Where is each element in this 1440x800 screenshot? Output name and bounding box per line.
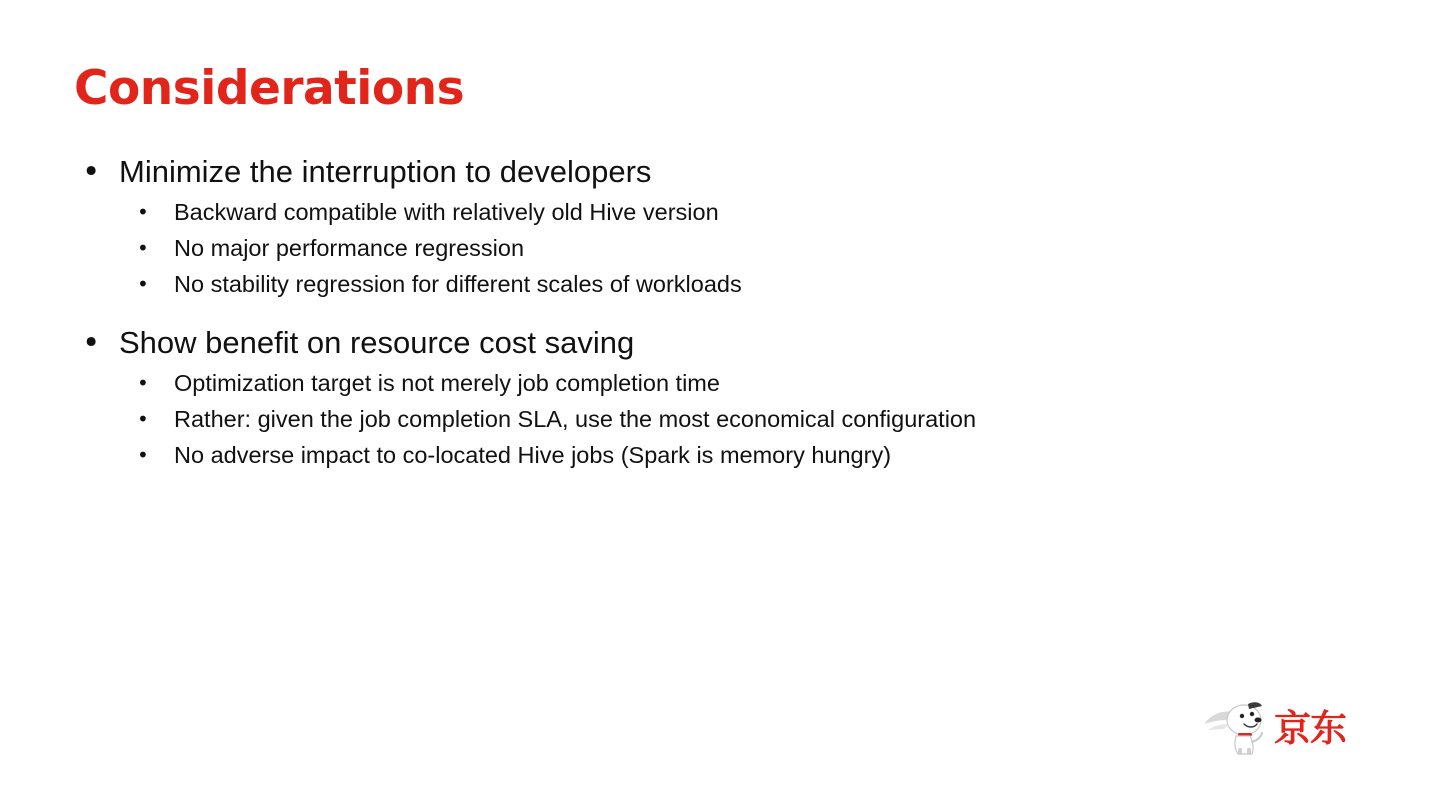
bullet-item-minimize-interruption bbox=[82, 150, 976, 302]
bullet-text: Minimize the interruption to developers bbox=[119, 154, 652, 189]
sub-bullet-text: No stability regression for different scales of workloads bbox=[174, 271, 742, 297]
sub-bullet-item bbox=[119, 365, 976, 401]
sub-bullet-list bbox=[119, 194, 976, 302]
bullet-list bbox=[82, 150, 976, 473]
sub-bullet-text: Backward compatible with relatively old Hive version bbox=[174, 199, 719, 225]
bullet-dot: • bbox=[137, 236, 149, 260]
slide-title: Considerations bbox=[74, 61, 465, 116]
bullet-dot: • bbox=[82, 325, 101, 361]
bullet-dot: • bbox=[137, 272, 149, 296]
sub-bullet-text: No adverse impact to co-located Hive jobs (Spark is memory hungry) bbox=[174, 442, 892, 468]
bullet-dot: • bbox=[137, 200, 149, 224]
bullet-dot: • bbox=[137, 443, 149, 467]
sub-bullet-item bbox=[119, 437, 976, 473]
sub-bullet-text: No major performance regression bbox=[174, 235, 525, 261]
sub-bullet-text: Rather: given the job completion SLA, use the most economical configuration bbox=[174, 406, 977, 432]
jd-logo bbox=[1202, 700, 1372, 758]
sub-bullet-item bbox=[119, 266, 976, 302]
sub-bullet-item bbox=[119, 194, 976, 230]
bullet-item-resource-cost-saving bbox=[82, 321, 976, 473]
sub-bullet-text: Optimization target is not merely job completion time bbox=[174, 370, 720, 396]
logo-text: 京东 bbox=[1274, 707, 1346, 750]
bullet-dot: • bbox=[137, 407, 149, 431]
sub-bullet-item bbox=[119, 230, 976, 266]
bullet-text: Show benefit on resource cost saving bbox=[119, 325, 635, 360]
bullet-dot: • bbox=[137, 371, 149, 395]
sub-bullet-list bbox=[119, 365, 976, 473]
jd-dog-mascot-icon bbox=[1202, 700, 1274, 756]
sub-bullet-item bbox=[119, 401, 976, 437]
bullet-dot: • bbox=[82, 154, 101, 190]
